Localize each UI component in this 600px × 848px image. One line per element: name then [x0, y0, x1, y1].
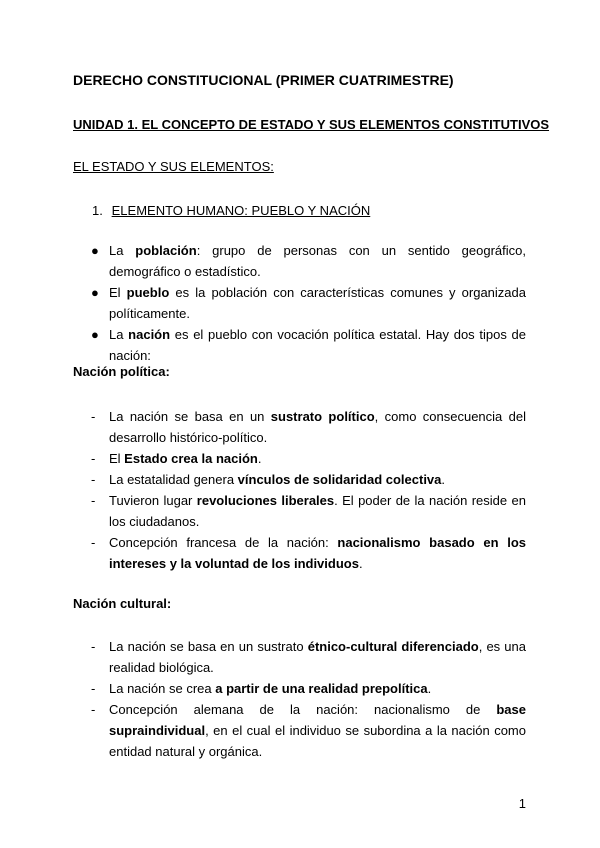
- list-item: - La estatalidad genera vínculos de solidaridad colectiva.: [91, 469, 526, 490]
- list-item: ● La población: grupo de personas con un sentido geográfico, demográfico o estadístico.: [91, 240, 526, 282]
- bullet-icon: ●: [91, 285, 99, 300]
- list-item: - Concepción alemana de la nación: nacionalismo de base supraindividual, en el cual el individuo se subordina a la nación como entidad natural y orgánica.: [91, 699, 526, 762]
- section-title: EL ESTADO Y SUS ELEMENTOS:: [73, 159, 274, 174]
- dash-icon: -: [91, 451, 96, 466]
- list-item: - El Estado crea la nación.: [91, 448, 526, 469]
- list-item: - Tuvieron lugar revoluciones liberales. El poder de la nación reside en los ciudadanos.: [91, 490, 526, 532]
- dash-icon: -: [91, 409, 96, 424]
- list-item: - La nación se basa en un sustrato político, como consecuencia del desarrollo histórico-político.: [91, 406, 526, 448]
- dash-icon: -: [91, 639, 96, 654]
- list-item: - La nación se crea a partir de una realidad prepolítica.: [91, 678, 526, 699]
- bullet-icon: ●: [91, 243, 99, 258]
- nacion-politica-list: [91, 406, 526, 574]
- list-item: ● La nación es el pueblo con vocación política estatal. Hay dos tipos de nación:: [91, 324, 526, 366]
- bullet-icon: ●: [91, 327, 99, 342]
- heading-nacion-cultural: Nación cultural:: [73, 596, 172, 611]
- dash-icon: -: [91, 681, 96, 696]
- bullet-list: [91, 240, 526, 366]
- document-title: DERECHO CONSTITUCIONAL (PRIMER CUATRIMESTRE): [73, 72, 454, 88]
- dash-icon: -: [91, 472, 96, 487]
- dash-icon: -: [91, 535, 96, 550]
- heading-nacion-politica: Nación política:: [73, 364, 170, 379]
- list-item: ● El pueblo es la población con características comunes y organizada políticamente.: [91, 282, 526, 324]
- list-item: - La nación se basa en un sustrato étnico-cultural diferenciado, es una realidad biológica.: [91, 636, 526, 678]
- list-item: - Concepción francesa de la nación: nacionalismo basado en los intereses y la voluntad de los individuos.: [91, 532, 526, 574]
- nacion-cultural-list: [91, 636, 526, 762]
- numbered-heading-label: ELEMENTO HUMANO: PUEBLO Y NACIÓN: [111, 203, 371, 218]
- dash-icon: -: [91, 493, 96, 508]
- unit-title: UNIDAD 1. EL CONCEPTO DE ESTADO Y SUS ELEMENTOS CONSTITUTIVOS: [73, 117, 550, 132]
- dash-icon: -: [91, 702, 96, 717]
- page-number: 1: [518, 796, 526, 811]
- numbered-heading-number: 1.: [92, 203, 103, 218]
- numbered-heading: [92, 203, 370, 218]
